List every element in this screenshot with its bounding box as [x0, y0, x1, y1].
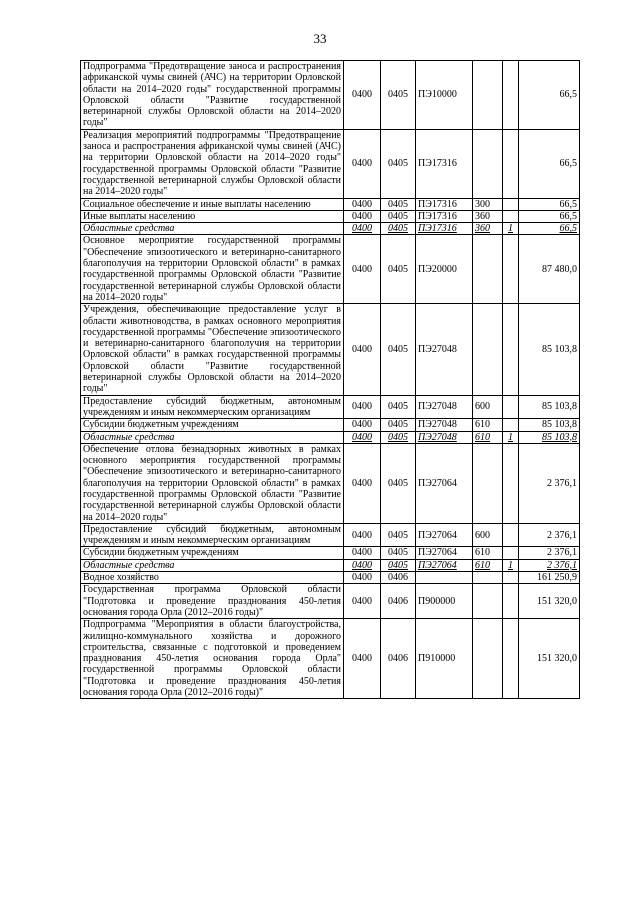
section-code: 0400 [344, 61, 381, 130]
target-article: ПЭ27048 [416, 304, 473, 395]
funding-source [503, 304, 519, 395]
target-article [416, 572, 473, 584]
expense-type: 360 [473, 223, 503, 235]
expense-type [473, 619, 503, 699]
funding-source [503, 584, 519, 619]
row-name: Субсидии бюджетным учреждениям [81, 547, 344, 559]
row-name: Основное мероприятие государственной программы "Обеспечение эпизоотического и ветеринарно-санитарного благополучия на территории Орловской области" в рамках государственной программы Орловской области "Развитие государственной ветеринарной службы Орловской области на 2014–2020 годы" [81, 235, 344, 304]
section-code: 0400 [344, 523, 381, 547]
funding-source [503, 235, 519, 304]
expense-type: 610 [473, 547, 503, 559]
row-name: Учреждения, обеспечивающие предоставление услуг в области животноводства, в рамках основного мероприятия государственной программы "Обеспечение эпизоотического и ветеринарно-санитарного благополучия на территории Орловской области" в рамках государственной программы Орловской области "Развитие государственной ветеринарной службы Орловской области на 2014–2020 годы" [81, 304, 344, 395]
table-row [81, 395, 580, 419]
funding-source [503, 443, 519, 523]
funding-source [503, 547, 519, 559]
section-code: 0400 [344, 198, 381, 210]
section-code: 0400 [344, 431, 381, 443]
amount: 66,5 [519, 198, 580, 210]
amount: 2 376,1 [519, 443, 580, 523]
section-code: 0400 [344, 129, 381, 198]
funding-source [503, 395, 519, 419]
funding-source [503, 523, 519, 547]
expense-type: 600 [473, 523, 503, 547]
row-name: Водное хозяйство [81, 572, 344, 584]
subsection-code: 0405 [381, 559, 416, 571]
table-row [81, 304, 580, 395]
section-code: 0400 [344, 235, 381, 304]
expense-type: 610 [473, 559, 503, 571]
row-name: Социальное обеспечение и иные выплаты населению [81, 198, 344, 210]
row-name: Подпрограмма "Предотвращение заноса и распространения африканской чумы свиней (АЧС) на территории Орловской области на 2014–2020 годы" государственной программы Орловской области "Развитие государственной ветеринарной службы Орловской области на 2014–2020 годы" [81, 61, 344, 130]
subsection-code: 0405 [381, 547, 416, 559]
funding-source [503, 61, 519, 130]
funding-source [503, 619, 519, 699]
amount: 85 103,8 [519, 419, 580, 431]
section-code: 0400 [344, 443, 381, 523]
subsection-code: 0406 [381, 584, 416, 619]
amount: 2 376,1 [519, 559, 580, 571]
section-code: 0400 [344, 223, 381, 235]
row-name: Областные средства [81, 223, 344, 235]
amount: 161 250,9 [519, 572, 580, 584]
subsection-code: 0405 [381, 210, 416, 222]
row-name: Обеспечение отлова безнадзорных животных в рамках основного мероприятия государственной программы "Обеспечение эпизоотического и ветеринарно-санитарного благополучия на территории Орловской области" в рамках государственной программы Орловской области "Развитие государственной ветеринарной службы Орловской области на 2014–2020 годы" [81, 443, 344, 523]
amount: 85 103,8 [519, 395, 580, 419]
target-article: ПЭ27048 [416, 431, 473, 443]
subsection-code: 0405 [381, 235, 416, 304]
table-row [81, 443, 580, 523]
expense-type: 600 [473, 395, 503, 419]
target-article: ПЭ20000 [416, 235, 473, 304]
subsection-code: 0405 [381, 523, 416, 547]
table-row [81, 559, 580, 571]
expense-type [473, 61, 503, 130]
amount: 87 480,0 [519, 235, 580, 304]
table-row [81, 235, 580, 304]
expense-type [473, 304, 503, 395]
section-code: 0400 [344, 584, 381, 619]
funding-source: 1 [503, 223, 519, 235]
target-article: П900000 [416, 584, 473, 619]
subsection-code: 0405 [381, 395, 416, 419]
row-name: Областные средства [81, 559, 344, 571]
expense-type: 610 [473, 431, 503, 443]
amount: 151 320,0 [519, 619, 580, 699]
expense-type [473, 129, 503, 198]
amount: 85 103,8 [519, 431, 580, 443]
amount: 2 376,1 [519, 523, 580, 547]
target-article: ПЭ17316 [416, 223, 473, 235]
table-row [81, 198, 580, 210]
target-article: ПЭ27048 [416, 395, 473, 419]
expense-type [473, 584, 503, 619]
section-code: 0400 [344, 559, 381, 571]
amount: 66,5 [519, 61, 580, 130]
subsection-code: 0405 [381, 443, 416, 523]
subsection-code: 0405 [381, 431, 416, 443]
section-code: 0400 [344, 619, 381, 699]
subsection-code: 0405 [381, 129, 416, 198]
section-code: 0400 [344, 395, 381, 419]
table-row [81, 584, 580, 619]
amount: 66,5 [519, 223, 580, 235]
row-name: Иные выплаты населению [81, 210, 344, 222]
funding-source: 1 [503, 559, 519, 571]
target-article: ПЭ17316 [416, 198, 473, 210]
amount: 66,5 [519, 129, 580, 198]
target-article: ПЭ27064 [416, 443, 473, 523]
expense-type: 360 [473, 210, 503, 222]
section-code: 0400 [344, 547, 381, 559]
amount: 2 376,1 [519, 547, 580, 559]
row-name: Предоставление субсидий бюджетным, автономным учреждениям и иным некоммерческим организациям [81, 523, 344, 547]
target-article: ПЭ10000 [416, 61, 473, 130]
subsection-code: 0405 [381, 61, 416, 130]
row-name: Областные средства [81, 431, 344, 443]
target-article: ПЭ17316 [416, 129, 473, 198]
target-article: ПЭ27064 [416, 523, 473, 547]
funding-source [503, 419, 519, 431]
table-row [81, 572, 580, 584]
section-code: 0400 [344, 210, 381, 222]
section-code: 0400 [344, 572, 381, 584]
table-row [81, 129, 580, 198]
row-name: Реализация мероприятий подпрограммы "Предотвращение заноса и распространения африканской чумы свиней (АЧС) на территории Орловской области на 2014–2020 годы" государственной программы Орловской области "Развитие государственной ветеринарной службы Орловской области на 2014–2020 годы" [81, 129, 344, 198]
funding-source: 1 [503, 431, 519, 443]
funding-source [503, 572, 519, 584]
budget-table [80, 60, 580, 699]
subsection-code: 0405 [381, 304, 416, 395]
target-article: ПЭ27048 [416, 419, 473, 431]
amount: 85 103,8 [519, 304, 580, 395]
subsection-code: 0406 [381, 572, 416, 584]
section-code: 0400 [344, 419, 381, 431]
table-row [81, 547, 580, 559]
expense-type [473, 572, 503, 584]
page-number: 33 [313, 31, 327, 46]
row-name: Государственная программа Орловской области "Подготовка и проведение празднования 450-летия основания города Орла (2012–2016 годы)" [81, 584, 344, 619]
subsection-code: 0405 [381, 198, 416, 210]
funding-source [503, 198, 519, 210]
amount: 151 320,0 [519, 584, 580, 619]
expense-type: 300 [473, 198, 503, 210]
row-name: Предоставление субсидий бюджетным, автономным учреждениям и иным некоммерческим организациям [81, 395, 344, 419]
expense-type [473, 235, 503, 304]
table-row [81, 431, 580, 443]
subsection-code: 0405 [381, 419, 416, 431]
row-name: Подпрограмма "Мероприятия в области благоустройства, жилищно-коммунального хозяйства и дорожного строительства, связанные с подготовкой и проведением празднования 450-летия основания города Орла" государственной программы Орловской области "Подготовка и проведение празднования 450-летия основания города Орла (2012–2016 годы)" [81, 619, 344, 699]
funding-source [503, 210, 519, 222]
amount: 66,5 [519, 210, 580, 222]
target-article: ПЭ27064 [416, 559, 473, 571]
target-article: ПЭ17316 [416, 210, 473, 222]
expense-type [473, 443, 503, 523]
subsection-code: 0406 [381, 619, 416, 699]
subsection-code: 0405 [381, 223, 416, 235]
expense-type: 610 [473, 419, 503, 431]
table-row [81, 419, 580, 431]
table-row [81, 619, 580, 699]
target-article: ПЭ27064 [416, 547, 473, 559]
funding-source [503, 129, 519, 198]
section-code: 0400 [344, 304, 381, 395]
table-row [81, 210, 580, 222]
table-row [81, 61, 580, 130]
table-row [81, 223, 580, 235]
target-article: П910000 [416, 619, 473, 699]
table-row [81, 523, 580, 547]
row-name: Субсидии бюджетным учреждениям [81, 419, 344, 431]
